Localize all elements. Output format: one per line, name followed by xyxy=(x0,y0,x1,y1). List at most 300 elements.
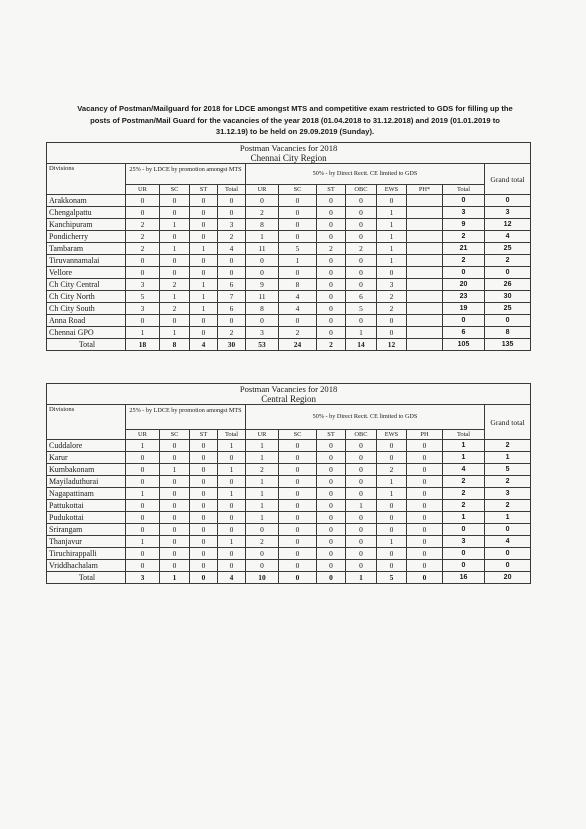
table-cell: 0 xyxy=(317,572,346,584)
table-cell: 1 xyxy=(160,464,190,476)
table-cell: 0 xyxy=(160,315,190,327)
table-cell: 30 xyxy=(485,291,531,303)
table-cell: 1 xyxy=(346,327,377,339)
table-cell: 3 xyxy=(218,219,246,231)
group-header-row xyxy=(47,164,531,185)
table-cell: 1 xyxy=(218,488,246,500)
table-cell: 5 xyxy=(279,243,317,255)
table-cell: 2 xyxy=(443,231,485,243)
table-cell: 9 xyxy=(443,219,485,231)
table-cell: 0 xyxy=(317,512,346,524)
table-cell: 0 xyxy=(317,279,346,291)
table-cell: 2 xyxy=(443,476,485,488)
table-cell: 8 xyxy=(246,219,279,231)
table-cell: 4 xyxy=(218,572,246,584)
table-cell: 25 xyxy=(485,303,531,315)
table-cell: 1 xyxy=(218,536,246,548)
table-row xyxy=(47,560,531,572)
table-cell: 0 xyxy=(190,572,218,584)
table-cell: 0 xyxy=(160,452,190,464)
division-name: Thanjavur xyxy=(47,536,126,548)
table-cell: 1 xyxy=(190,243,218,255)
table-cell: 0 xyxy=(160,195,190,207)
table-cell: 0 xyxy=(346,560,377,572)
table-cell xyxy=(407,279,443,291)
table-cell: 1 xyxy=(246,452,279,464)
table-cell: 0 xyxy=(279,315,317,327)
table-cell: 0 xyxy=(346,231,377,243)
table-cell: 0 xyxy=(346,548,377,560)
table-cell: 0 xyxy=(190,267,218,279)
table-cell: 0 xyxy=(160,440,190,452)
table-cell: 18 xyxy=(126,339,160,351)
table-cell: 0 xyxy=(317,291,346,303)
table-cell: 105 xyxy=(443,339,485,351)
col-header: SC xyxy=(279,430,317,440)
table-cell: 0 xyxy=(190,452,218,464)
table-cell: 2 xyxy=(246,464,279,476)
direct-rectt-header: 50% - by Direct Rectt. CE limited to GDS xyxy=(246,405,485,430)
table-cell: 0 xyxy=(317,207,346,219)
table-cell: 0 xyxy=(246,267,279,279)
table-cell: 0 xyxy=(190,524,218,536)
table-cell: 8 xyxy=(485,327,531,339)
col-header: ST xyxy=(190,185,218,195)
table-cell xyxy=(407,207,443,219)
table-row xyxy=(47,279,531,291)
table-cell: 0 xyxy=(317,219,346,231)
col-header: PH xyxy=(407,430,443,440)
table-cell: 1 xyxy=(190,291,218,303)
division-name: Arakkonam xyxy=(47,195,126,207)
table-cell: 24 xyxy=(279,339,317,351)
table-cell: 0 xyxy=(279,512,317,524)
table-row xyxy=(47,231,531,243)
table-cell: 1 xyxy=(190,303,218,315)
table-cell: 0 xyxy=(218,476,246,488)
table-cell: 1 xyxy=(485,452,531,464)
table-cell: 0 xyxy=(160,524,190,536)
table-cell: 4 xyxy=(190,339,218,351)
table-cell: 0 xyxy=(279,219,317,231)
table-cell: 2 xyxy=(126,219,160,231)
table-cell: 6 xyxy=(218,279,246,291)
table-cell: 0 xyxy=(346,255,377,267)
division-name: Chennai GPO xyxy=(47,327,126,339)
table-cell: 2 xyxy=(377,303,407,315)
division-name: Tiruchirappalli xyxy=(47,548,126,560)
table-cell: 0 xyxy=(377,267,407,279)
table-cell: 0 xyxy=(377,512,407,524)
table-cell: 1 xyxy=(377,243,407,255)
table-cell: 1 xyxy=(377,231,407,243)
table-cell: 0 xyxy=(218,195,246,207)
col-header: ST xyxy=(190,430,218,440)
table-row xyxy=(47,219,531,231)
division-name: Chengalpattu xyxy=(47,207,126,219)
table-cell: 1 xyxy=(160,219,190,231)
table-cell: 0 xyxy=(317,560,346,572)
table-cell: 0 xyxy=(377,452,407,464)
table-cell: 0 xyxy=(485,195,531,207)
division-name: Ch City South xyxy=(47,303,126,315)
table-row xyxy=(47,524,531,536)
table-cell xyxy=(407,219,443,231)
table-cell xyxy=(407,243,443,255)
table-cell: 0 xyxy=(279,207,317,219)
table-cell: 2 xyxy=(126,231,160,243)
table-cell: 0 xyxy=(160,207,190,219)
table-cell: 8 xyxy=(246,303,279,315)
table-cell: 0 xyxy=(190,207,218,219)
table-cell: 0 xyxy=(246,560,279,572)
table-cell: 0 xyxy=(246,315,279,327)
table-cell: 0 xyxy=(346,464,377,476)
table-cell: 0 xyxy=(407,524,443,536)
table-cell: 0 xyxy=(485,560,531,572)
table-cell: 3 xyxy=(126,279,160,291)
table-cell: 8 xyxy=(160,339,190,351)
table-cell: 0 xyxy=(279,548,317,560)
table-cell: 6 xyxy=(443,327,485,339)
table-cell: 0 xyxy=(190,560,218,572)
table-cell: 0 xyxy=(190,231,218,243)
table-cell: 0 xyxy=(190,500,218,512)
region-row xyxy=(47,153,531,164)
table-cell: 0 xyxy=(246,548,279,560)
table-cell: 0 xyxy=(317,488,346,500)
table-cell: 2 xyxy=(160,303,190,315)
table-cell: 2 xyxy=(246,536,279,548)
table-row xyxy=(47,303,531,315)
table-cell: 0 xyxy=(377,195,407,207)
table-cell: 5 xyxy=(346,303,377,315)
table-cell: 2 xyxy=(377,464,407,476)
table-cell: 0 xyxy=(346,476,377,488)
region-name: Chennai City Region xyxy=(47,153,531,164)
table-cell: 25 xyxy=(485,243,531,255)
table-cell: 21 xyxy=(443,243,485,255)
table-cell xyxy=(407,327,443,339)
table-cell: 4 xyxy=(485,231,531,243)
table-cell: 0 xyxy=(377,315,407,327)
table-cell: 0 xyxy=(126,267,160,279)
table-cell: 0 xyxy=(407,440,443,452)
heading-line-3: 31.12.19) to be held on 29.09.2019 (Sunday). xyxy=(215,127,375,136)
table-cell: 2 xyxy=(443,488,485,500)
table-cell: 0 xyxy=(218,512,246,524)
table-cell: 4 xyxy=(279,303,317,315)
table-cell: 0 xyxy=(377,548,407,560)
table-cell: 0 xyxy=(407,476,443,488)
total-row xyxy=(47,339,531,351)
table-cell: 0 xyxy=(218,267,246,279)
table-cell: 4 xyxy=(443,464,485,476)
col-header: ST xyxy=(317,430,346,440)
table-title: Postman Vacancies for 2018 xyxy=(47,143,531,154)
table-cell: 0 xyxy=(346,440,377,452)
table-cell xyxy=(407,315,443,327)
division-name: Mayiladuthurai xyxy=(47,476,126,488)
divisions-header: Divisions xyxy=(47,405,126,440)
table-cell: 2 xyxy=(485,476,531,488)
table-cell: 0 xyxy=(317,476,346,488)
table-cell: 0 xyxy=(407,536,443,548)
table-cell: 0 xyxy=(407,464,443,476)
table-cell: 1 xyxy=(126,488,160,500)
table-cell: 0 xyxy=(190,536,218,548)
table-cell: 1 xyxy=(126,536,160,548)
chennai-city-vacancy-table xyxy=(46,142,531,351)
table-cell: 0 xyxy=(246,524,279,536)
table-cell: 20 xyxy=(443,279,485,291)
table-title: Postman Vacancies for 2018 xyxy=(47,384,531,395)
table-cell: 5 xyxy=(126,291,160,303)
table-cell: 0 xyxy=(190,440,218,452)
table-cell: 0 xyxy=(126,524,160,536)
table-cell: 23 xyxy=(443,291,485,303)
table-cell: 3 xyxy=(443,207,485,219)
table-row xyxy=(47,195,531,207)
region-name: Central Region xyxy=(47,394,531,405)
division-name: Pattukottai xyxy=(47,500,126,512)
division-name: Kanchipuram xyxy=(47,219,126,231)
table-body xyxy=(47,440,531,584)
table-cell: 1 xyxy=(443,440,485,452)
table-cell: 0 xyxy=(126,452,160,464)
table-cell: 0 xyxy=(377,524,407,536)
table-cell: 0 xyxy=(346,195,377,207)
table-cell: 0 xyxy=(218,500,246,512)
table-cell: 0 xyxy=(443,524,485,536)
table-cell: 0 xyxy=(279,536,317,548)
col-header: EWS xyxy=(377,430,407,440)
table-cell: 0 xyxy=(190,548,218,560)
table-row xyxy=(47,548,531,560)
table-cell: 2 xyxy=(126,243,160,255)
table-cell: 14 xyxy=(346,339,377,351)
division-name: Karur xyxy=(47,452,126,464)
table-cell: 0 xyxy=(126,560,160,572)
table-cell: 2 xyxy=(218,327,246,339)
table-cell: 2 xyxy=(377,291,407,303)
table-cell: 0 xyxy=(317,327,346,339)
table-cell: 0 xyxy=(279,267,317,279)
table-cell: 0 xyxy=(279,195,317,207)
table-cell: 7 xyxy=(218,291,246,303)
table-cell xyxy=(407,339,443,351)
table-cell: 0 xyxy=(160,536,190,548)
division-name: Kumbakonam xyxy=(47,464,126,476)
table-cell: 1 xyxy=(160,291,190,303)
table-cell xyxy=(407,303,443,315)
col-header: UR xyxy=(126,185,160,195)
total-row xyxy=(47,572,531,584)
table-cell: 1 xyxy=(377,207,407,219)
table-row xyxy=(47,488,531,500)
table-cell: 3 xyxy=(485,207,531,219)
table-cell: 0 xyxy=(246,255,279,267)
table-cell: 0 xyxy=(160,512,190,524)
table-cell: 0 xyxy=(160,267,190,279)
table-cell: 0 xyxy=(377,560,407,572)
division-name: Pudukottai xyxy=(47,512,126,524)
table-cell: 1 xyxy=(377,255,407,267)
table-cell: 0 xyxy=(126,512,160,524)
table-cell: 0 xyxy=(407,572,443,584)
table-cell: 0 xyxy=(190,195,218,207)
table-cell: 0 xyxy=(218,452,246,464)
ldce-header: 25% - by LDCE by promotion amongst MTS xyxy=(126,164,246,185)
table-cell: 10 xyxy=(246,572,279,584)
table-cell: 0 xyxy=(346,536,377,548)
table-row xyxy=(47,327,531,339)
table-cell: 0 xyxy=(317,267,346,279)
table-cell: 0 xyxy=(160,548,190,560)
table-cell: 0 xyxy=(317,500,346,512)
table-cell: 1 xyxy=(377,476,407,488)
table-cell xyxy=(407,255,443,267)
table-row xyxy=(47,440,531,452)
table-cell: 1 xyxy=(346,572,377,584)
table-cell xyxy=(407,291,443,303)
table-cell: 1 xyxy=(126,327,160,339)
table-cell: 0 xyxy=(407,500,443,512)
table-cell: 0 xyxy=(279,231,317,243)
table-row xyxy=(47,452,531,464)
table-cell: 0 xyxy=(407,560,443,572)
table-cell: 2 xyxy=(485,255,531,267)
table-cell: 2 xyxy=(485,440,531,452)
table-title-row xyxy=(47,384,531,395)
table-cell: 0 xyxy=(377,500,407,512)
table-cell: 6 xyxy=(346,291,377,303)
table-cell: 1 xyxy=(246,476,279,488)
col-header: SC xyxy=(160,185,190,195)
col-header: OBC xyxy=(346,430,377,440)
table-cell: 0 xyxy=(377,327,407,339)
table-row xyxy=(47,255,531,267)
table-cell: 0 xyxy=(190,255,218,267)
table-cell: 0 xyxy=(126,464,160,476)
table-cell: 0 xyxy=(317,255,346,267)
table-cell: 0 xyxy=(407,488,443,500)
table-cell: 0 xyxy=(190,512,218,524)
table-cell: 0 xyxy=(190,219,218,231)
table-cell: 4 xyxy=(279,291,317,303)
table-cell: 0 xyxy=(317,548,346,560)
table-cell: 0 xyxy=(485,548,531,560)
table-cell: 1 xyxy=(279,255,317,267)
table-cell: 0 xyxy=(346,512,377,524)
grand-total-header: Grand total xyxy=(485,405,531,440)
table-cell: 3 xyxy=(126,572,160,584)
table-cell: 0 xyxy=(317,536,346,548)
table-cell: 1 xyxy=(443,452,485,464)
table-cell: 0 xyxy=(190,315,218,327)
table-cell: 0 xyxy=(407,452,443,464)
table-cell: 2 xyxy=(279,327,317,339)
table-cell: 5 xyxy=(485,464,531,476)
table-cell: 2 xyxy=(160,279,190,291)
table-row xyxy=(47,512,531,524)
table-cell: 0 xyxy=(346,267,377,279)
table-cell: 0 xyxy=(279,476,317,488)
table-cell: 1 xyxy=(246,231,279,243)
col-header: Total xyxy=(218,430,246,440)
table-row xyxy=(47,476,531,488)
table-row xyxy=(47,243,531,255)
table-cell: 1 xyxy=(160,243,190,255)
table-cell: 0 xyxy=(407,548,443,560)
table-cell: 0 xyxy=(160,255,190,267)
table-cell: 8 xyxy=(279,279,317,291)
table-cell: 0 xyxy=(317,195,346,207)
region-row xyxy=(47,394,531,405)
table-cell: 0 xyxy=(279,560,317,572)
table-cell: 0 xyxy=(346,207,377,219)
table-cell: 53 xyxy=(246,339,279,351)
division-name: Srirangam xyxy=(47,524,126,536)
table-cell: 2 xyxy=(218,231,246,243)
table-cell: 0 xyxy=(279,572,317,584)
table-cell: 1 xyxy=(160,327,190,339)
table-cell: 1 xyxy=(190,279,218,291)
table-cell: 0 xyxy=(190,476,218,488)
table-cell: 0 xyxy=(443,315,485,327)
table-cell xyxy=(407,231,443,243)
division-name: Cuddalore xyxy=(47,440,126,452)
table-cell: 3 xyxy=(443,536,485,548)
table-cell: 0 xyxy=(279,464,317,476)
table-cell: 1 xyxy=(246,440,279,452)
table-cell: 0 xyxy=(443,548,485,560)
table-cell: 0 xyxy=(160,500,190,512)
table-cell: 1 xyxy=(377,219,407,231)
table-cell: 0 xyxy=(346,488,377,500)
col-header: ST xyxy=(317,185,346,195)
table-cell: 11 xyxy=(246,243,279,255)
table-cell: 2 xyxy=(443,500,485,512)
col-header: UR xyxy=(246,185,279,195)
table-cell: 0 xyxy=(317,464,346,476)
table-cell: 3 xyxy=(485,488,531,500)
table-cell: 0 xyxy=(218,560,246,572)
central-region-vacancy-table xyxy=(46,383,531,584)
table-cell: 0 xyxy=(126,315,160,327)
table-cell: 3 xyxy=(126,303,160,315)
table-cell: 1 xyxy=(218,464,246,476)
table-cell: 0 xyxy=(317,440,346,452)
table-cell: 0 xyxy=(485,315,531,327)
table-cell: 0 xyxy=(126,548,160,560)
division-name: Vriddhachalam xyxy=(47,560,126,572)
table-cell: 0 xyxy=(279,440,317,452)
table-cell: 0 xyxy=(160,231,190,243)
table-cell: 1 xyxy=(443,512,485,524)
table-cell: 1 xyxy=(377,488,407,500)
table-cell: 2 xyxy=(246,207,279,219)
table-cell: 0 xyxy=(218,255,246,267)
table-cell: 1 xyxy=(377,536,407,548)
table-cell: 0 xyxy=(317,231,346,243)
table-body xyxy=(47,195,531,351)
table-cell: 0 xyxy=(218,548,246,560)
col-header: Total xyxy=(218,185,246,195)
table-cell: 2 xyxy=(317,243,346,255)
grand-total-header: Grand total xyxy=(485,164,531,195)
table-cell: 30 xyxy=(218,339,246,351)
